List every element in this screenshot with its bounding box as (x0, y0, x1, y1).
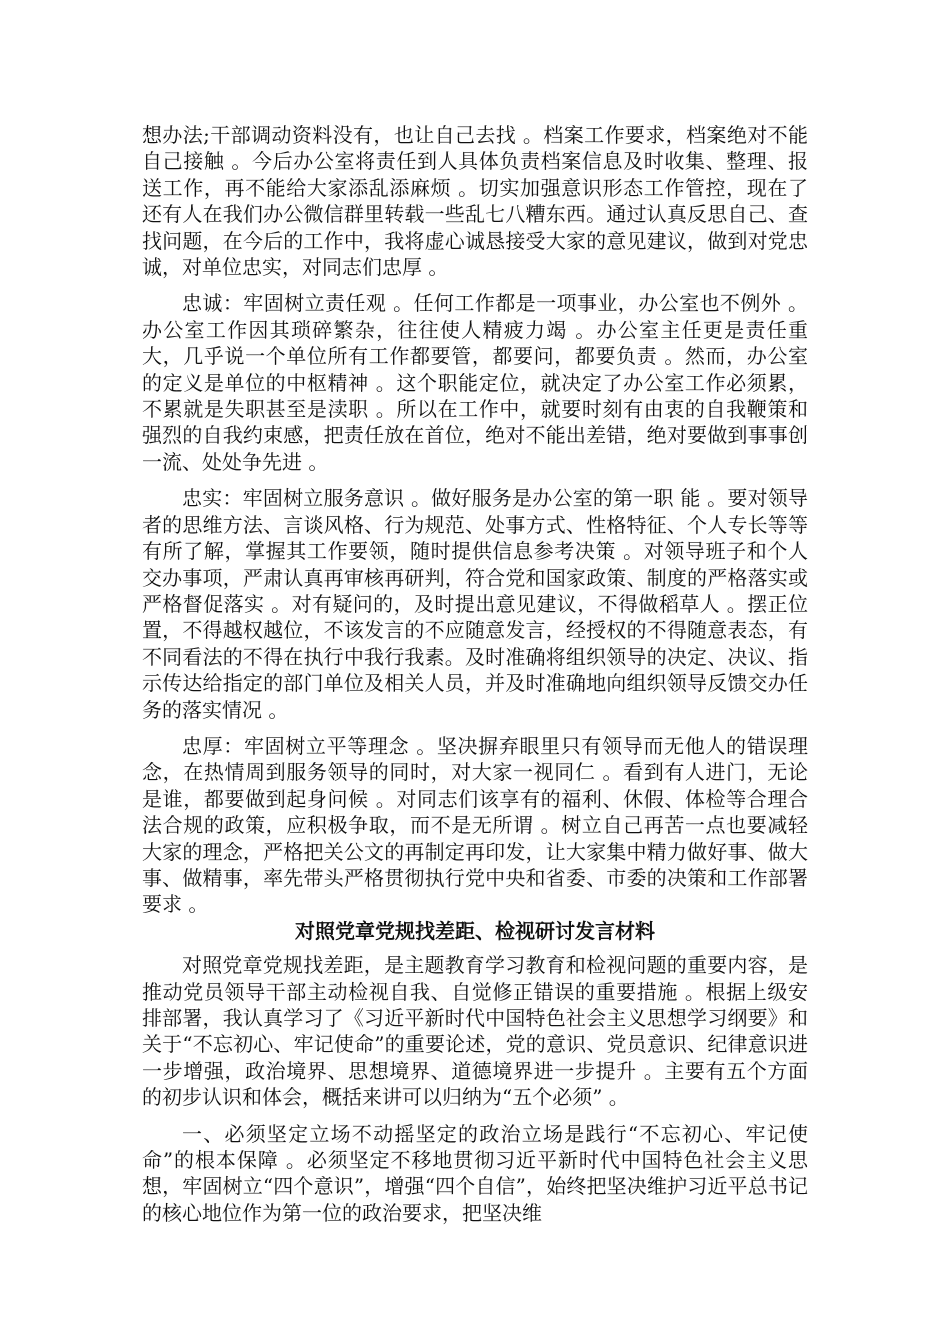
section-heading: 对照党章党规找差距、检视研讨发言材料 (295, 918, 655, 943)
paragraph-intro: 对照党章党规找差距，是主题教育学习教育和检视问题的重要内容，是推动党员领导干部主动检视自我、自觉修正错误的重要措施 。根据上级安排部署，我认真学习了《习近平新时代中国特色社会主义思想学习纲要》和关于“不忘初心、牢记使命”的重要论述，党的意识、党员意识、纪律意识进一步增强，政治境界、思想境界、道德境界进一步提升 。主要有五个方面的初步认识和体会，概括来讲可以归纳为“五个必须” 。 (142, 953, 808, 1110)
paragraph-point-one: 一、必须坚定立场不动摇坚定的政治立场是践行“不忘初心、牢记使命”的根本保障 。必须坚定不移地贯彻习近平新时代中国特色社会主义思想，牢固树立“四个意识”，增强“四个自信”，始终把坚决维护习近平总书记的核心地位作为第一位的政治要求，把坚决维 (142, 1121, 808, 1225)
document-body (142, 122, 808, 1236)
paragraph-loyalty-responsibility: 忠诚：牢固树立责任观 。任何工作都是一项事业，办公室也不例外 。办公室工作因其琐碎繁杂，往往使人精疲力竭 。办公室主任更是责任重大，几乎说一个单位所有工作都要管，都要问，都要负责 。然而，办公室的定义是单位的中枢精神 。这个职能定位，就决定了办公室工作必须累，不累就是失职甚至是渎职 。所以在工作中，就要时刻有由衷的自我鞭策和强烈的自我约束感，把责任放在首位，绝对不能出差错，绝对要做到事事创一流、处处争先进 。 (142, 291, 808, 474)
paragraph-faithful-service: 忠实：牢固树立服务意识 。做好服务是办公室的第一职 能 。要对领导者的思维方法、言谈风格、行为规范、处事方式、性格特征、个人专长等等有所了解，掌握其工作要领，随时提供信息参考决策 。对领导班子和个人交办事项，严肃认真再审核再研判，符合党和国家政策、制度的严格落实或严格督促落实 。对有疑问的，及时提出意见建议，不得做稻草人 。摆正位置，不得越权越位，不该发言的不应随意发言，经授权的不得随意表态，有不同看法的不得在执行中我行我素。及时准确将组织领导的决定、决议、指示传达给指定的部门单位及相关人员，并及时准确地向组织领导反馈交办任务的落实情况 。 (142, 486, 808, 722)
paragraph-kindness-equality: 忠厚：牢固树立平等理念 。坚决摒弃眼里只有领导而无他人的错误理念，在热情周到服务领导的同时，对大家一视同仁 。看到有人进门，无论是谁，都要做到起身问候 。对同志们该享有的福利、休假、体检等合理合法合规的政策，应积极争取，而不是无所谓 。树立自己再苦一点也要减轻大家的理念，严格把关公文的再制定再印发，让大家集中精力做好事、做大事、做精事，率先带头严格贯彻执行党中央和省委、市委的决策和工作部署要求 。 (142, 733, 808, 917)
paragraph-continuation: 想办法;干部调动资料没有，也让自己去找 。档案工作要求，档案绝对不能自己接触 。今后办公室将责任到人具体负责档案信息及时收集、整理、报送工作，再不能给大家添乱添麻烦 。切实加强意识形态工作管控，现在了还有人在我们办公微信群里转载一些乱七八糟东西。通过认真反思自己、查找问题，在今后的工作中，我将虚心诚恳接受大家的意见建议，做到对党忠诚，对单位忠实，对同志们忠厚 。 (142, 123, 808, 280)
